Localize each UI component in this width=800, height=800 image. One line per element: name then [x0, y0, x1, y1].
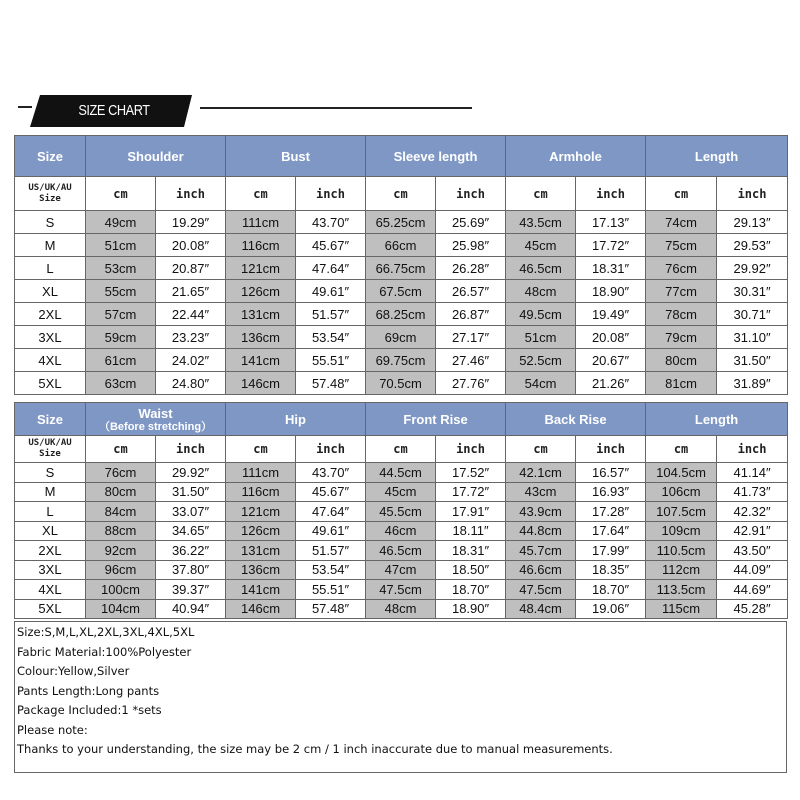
size-column-header: Size — [15, 403, 86, 436]
unit-inch: inch — [296, 436, 366, 463]
cm-value-cell: 66cm — [366, 234, 436, 257]
table-row — [15, 349, 788, 372]
size-system-label: US/UK/AU Size — [15, 436, 86, 463]
table-row — [15, 326, 788, 349]
inch-value-cell: 27.17″ — [436, 326, 506, 349]
top-size-table — [14, 135, 788, 395]
size-cell: L — [15, 257, 86, 280]
cm-value-cell: 76cm — [646, 257, 717, 280]
unit-inch: inch — [576, 177, 646, 211]
cm-value-cell: 44.5cm — [366, 463, 436, 483]
cm-value-cell: 63cm — [86, 372, 156, 395]
inch-value-cell: 23.23″ — [156, 326, 226, 349]
table-row — [15, 502, 788, 522]
pants-size-table — [14, 402, 788, 619]
cm-value-cell: 55cm — [86, 280, 156, 303]
note-accuracy: Thanks to your understanding, the size may be 2 cm / 1 inch inaccurate due to manual measurements. — [17, 742, 613, 756]
cm-value-cell: 111cm — [226, 211, 296, 234]
inch-value-cell: 30.71″ — [717, 303, 788, 326]
table-row — [15, 599, 788, 619]
cm-value-cell: 107.5cm — [646, 502, 717, 522]
cm-value-cell: 47cm — [366, 560, 436, 580]
cm-value-cell: 46cm — [366, 521, 436, 541]
size-cell: 5XL — [15, 372, 86, 395]
inch-value-cell: 18.11″ — [436, 521, 506, 541]
inch-value-cell: 18.50″ — [436, 560, 506, 580]
cm-value-cell: 59cm — [86, 326, 156, 349]
inch-value-cell: 17.72″ — [576, 234, 646, 257]
cm-value-cell: 104cm — [86, 599, 156, 619]
inch-value-cell: 29.92″ — [156, 463, 226, 483]
unit-cm: cm — [226, 177, 296, 211]
cm-value-cell: 53cm — [86, 257, 156, 280]
unit-inch: inch — [576, 436, 646, 463]
cm-value-cell: 67.5cm — [366, 280, 436, 303]
inch-value-cell: 17.64″ — [576, 521, 646, 541]
unit-inch: inch — [717, 436, 788, 463]
inch-value-cell: 57.48″ — [296, 599, 366, 619]
inch-value-cell: 47.64″ — [296, 502, 366, 522]
table-row — [15, 521, 788, 541]
cm-value-cell: 84cm — [86, 502, 156, 522]
unit-inch: inch — [156, 436, 226, 463]
inch-value-cell: 29.53″ — [717, 234, 788, 257]
inch-value-cell: 42.32″ — [717, 502, 788, 522]
inch-value-cell: 17.91″ — [436, 502, 506, 522]
inch-value-cell: 30.31″ — [717, 280, 788, 303]
inch-value-cell: 45.67″ — [296, 482, 366, 502]
unit-cm: cm — [86, 177, 156, 211]
cm-value-cell: 46.6cm — [506, 560, 576, 580]
cm-value-cell: 69cm — [366, 326, 436, 349]
cm-value-cell: 141cm — [226, 580, 296, 600]
cm-value-cell: 110.5cm — [646, 541, 717, 561]
inch-value-cell: 49.61″ — [296, 521, 366, 541]
cm-value-cell: 111cm — [226, 463, 296, 483]
table-group-header-row — [15, 136, 788, 177]
inch-value-cell: 18.70″ — [436, 580, 506, 600]
waist-header — [86, 403, 226, 436]
cm-value-cell: 100cm — [86, 580, 156, 600]
inch-value-cell: 21.26″ — [576, 372, 646, 395]
inch-value-cell: 24.80″ — [156, 372, 226, 395]
inch-value-cell: 18.35″ — [576, 560, 646, 580]
inch-value-cell: 17.99″ — [576, 541, 646, 561]
inch-value-cell: 18.31″ — [436, 541, 506, 561]
table-row — [15, 303, 788, 326]
cm-value-cell: 44.8cm — [506, 521, 576, 541]
cm-value-cell: 65.25cm — [366, 211, 436, 234]
cm-value-cell: 75cm — [646, 234, 717, 257]
inch-value-cell: 43.70″ — [296, 463, 366, 483]
note-fabric: Fabric Material:100%Polyester — [17, 644, 192, 659]
waist-header-label: Waist — [138, 405, 173, 421]
inch-value-cell: 17.52″ — [436, 463, 506, 483]
inch-value-cell: 27.46″ — [436, 349, 506, 372]
inch-value-cell: 55.51″ — [296, 580, 366, 600]
cm-value-cell: 112cm — [646, 560, 717, 580]
unit-inch: inch — [436, 436, 506, 463]
cm-value-cell: 66.75cm — [366, 257, 436, 280]
inch-value-cell: 29.92″ — [717, 257, 788, 280]
size-cell: 3XL — [15, 326, 86, 349]
note-pants-length: Pants Length:Long pants — [17, 683, 160, 698]
inch-value-cell: 44.69″ — [717, 580, 788, 600]
inch-value-cell: 49.61″ — [296, 280, 366, 303]
cm-value-cell: 49.5cm — [506, 303, 576, 326]
cm-value-cell: 49cm — [86, 211, 156, 234]
inch-value-cell: 41.14″ — [717, 463, 788, 483]
table-row — [15, 234, 788, 257]
size-cell: 3XL — [15, 560, 86, 580]
cm-value-cell: 146cm — [226, 372, 296, 395]
inch-value-cell: 19.06″ — [576, 599, 646, 619]
inch-value-cell: 24.02″ — [156, 349, 226, 372]
inch-value-cell: 31.50″ — [717, 349, 788, 372]
cm-value-cell: 146cm — [226, 599, 296, 619]
inch-value-cell: 17.28″ — [576, 502, 646, 522]
cm-value-cell: 48.4cm — [506, 599, 576, 619]
cm-value-cell: 74cm — [646, 211, 717, 234]
inch-value-cell: 16.57″ — [576, 463, 646, 483]
cm-value-cell: 131cm — [226, 303, 296, 326]
inch-value-cell: 19.29″ — [156, 211, 226, 234]
inch-value-cell: 20.08″ — [156, 234, 226, 257]
cm-value-cell: 48cm — [366, 599, 436, 619]
cm-value-cell: 78cm — [646, 303, 717, 326]
table-row — [15, 280, 788, 303]
inch-value-cell: 31.50″ — [156, 482, 226, 502]
table-row — [15, 560, 788, 580]
cm-value-cell: 45.7cm — [506, 541, 576, 561]
unit-cm: cm — [646, 436, 717, 463]
size-cell: S — [15, 463, 86, 483]
unit-cm: cm — [366, 436, 436, 463]
unit-inch: inch — [296, 177, 366, 211]
inch-value-cell: 20.08″ — [576, 326, 646, 349]
unit-inch: inch — [717, 177, 788, 211]
inch-value-cell: 47.64″ — [296, 257, 366, 280]
inch-value-cell: 45.67″ — [296, 234, 366, 257]
cm-value-cell: 68.25cm — [366, 303, 436, 326]
cm-value-cell: 116cm — [226, 482, 296, 502]
cm-value-cell: 80cm — [646, 349, 717, 372]
table-row — [15, 463, 788, 483]
inch-value-cell: 45.28″ — [717, 599, 788, 619]
inch-value-cell: 21.65″ — [156, 280, 226, 303]
inch-value-cell: 17.13″ — [576, 211, 646, 234]
cm-value-cell: 106cm — [646, 482, 717, 502]
cm-value-cell: 43.9cm — [506, 502, 576, 522]
cm-value-cell: 61cm — [86, 349, 156, 372]
size-cell: S — [15, 211, 86, 234]
cm-value-cell: 46.5cm — [506, 257, 576, 280]
inch-value-cell: 42.91″ — [717, 521, 788, 541]
size-cell: 2XL — [15, 303, 86, 326]
inch-value-cell: 31.10″ — [717, 326, 788, 349]
hip-header: Hip — [226, 403, 366, 436]
inch-value-cell: 26.28″ — [436, 257, 506, 280]
cm-value-cell: 51cm — [506, 326, 576, 349]
unit-cm: cm — [506, 436, 576, 463]
inch-value-cell: 17.72″ — [436, 482, 506, 502]
inch-value-cell: 19.49″ — [576, 303, 646, 326]
inch-value-cell: 51.57″ — [296, 541, 366, 561]
inch-value-cell: 43.70″ — [296, 211, 366, 234]
inch-value-cell: 18.31″ — [576, 257, 646, 280]
size-system-label: US/UK/AU Size — [15, 177, 86, 211]
inch-value-cell: 18.70″ — [576, 580, 646, 600]
length-header: Length — [646, 403, 788, 436]
inch-value-cell: 20.67″ — [576, 349, 646, 372]
cm-value-cell: 113.5cm — [646, 580, 717, 600]
cm-value-cell: 77cm — [646, 280, 717, 303]
table-row — [15, 482, 788, 502]
cm-value-cell: 45cm — [506, 234, 576, 257]
note-package: Package Included:1 *sets — [17, 703, 162, 717]
table-row — [15, 541, 788, 561]
cm-value-cell: 96cm — [86, 560, 156, 580]
size-cell: M — [15, 482, 86, 502]
cm-value-cell: 121cm — [226, 257, 296, 280]
inch-value-cell: 34.65″ — [156, 521, 226, 541]
cm-value-cell: 69.75cm — [366, 349, 436, 372]
cm-value-cell: 51cm — [86, 234, 156, 257]
cm-value-cell: 115cm — [646, 599, 717, 619]
cm-value-cell: 126cm — [226, 521, 296, 541]
cm-value-cell: 43cm — [506, 482, 576, 502]
inch-value-cell: 18.90″ — [576, 280, 646, 303]
inch-value-cell: 36.22″ — [156, 541, 226, 561]
cm-value-cell: 79cm — [646, 326, 717, 349]
size-column-header: Size — [15, 136, 86, 177]
inch-value-cell: 33.07″ — [156, 502, 226, 522]
cm-value-cell: 70.5cm — [366, 372, 436, 395]
armhole-header: Armhole — [506, 136, 646, 177]
inch-value-cell: 53.54″ — [296, 326, 366, 349]
inch-value-cell: 51.57″ — [296, 303, 366, 326]
unit-cm: cm — [226, 436, 296, 463]
inch-value-cell: 53.54″ — [296, 560, 366, 580]
bust-header: Bust — [226, 136, 366, 177]
cm-value-cell: 92cm — [86, 541, 156, 561]
table-row — [15, 372, 788, 395]
back-rise-header: Back Rise — [506, 403, 646, 436]
table-group-header-row — [15, 403, 788, 436]
inch-value-cell: 39.37″ — [156, 580, 226, 600]
table-row — [15, 211, 788, 234]
cm-value-cell: 45cm — [366, 482, 436, 502]
unit-cm: cm — [86, 436, 156, 463]
inch-value-cell: 43.50″ — [717, 541, 788, 561]
cm-value-cell: 104.5cm — [646, 463, 717, 483]
cm-value-cell: 47.5cm — [366, 580, 436, 600]
cm-value-cell: 121cm — [226, 502, 296, 522]
table-row — [15, 257, 788, 280]
inch-value-cell: 25.69″ — [436, 211, 506, 234]
cm-value-cell: 141cm — [226, 349, 296, 372]
inch-value-cell: 18.90″ — [436, 599, 506, 619]
size-chart-header — [0, 0, 800, 135]
cm-value-cell: 48cm — [506, 280, 576, 303]
front-rise-header: Front Rise — [366, 403, 506, 436]
inch-value-cell: 40.94″ — [156, 599, 226, 619]
cm-value-cell: 52.5cm — [506, 349, 576, 372]
table-unit-row — [15, 177, 788, 211]
size-cell: XL — [15, 280, 86, 303]
inch-value-cell: 25.98″ — [436, 234, 506, 257]
cm-value-cell: 76cm — [86, 463, 156, 483]
size-chart-title: SIZE CHART — [78, 102, 150, 119]
unit-cm: cm — [506, 177, 576, 211]
note-sizes: Size:S,M,L,XL,2XL,3XL,4XL,5XL — [17, 625, 195, 639]
note-colour: Colour:Yellow,Silver — [17, 664, 130, 678]
inch-value-cell: 31.89″ — [717, 372, 788, 395]
header-tick-line — [18, 106, 32, 108]
table-unit-row — [15, 436, 788, 463]
cm-value-cell: 43.5cm — [506, 211, 576, 234]
waist-header-sublabel: （Before stretching） — [98, 420, 213, 433]
unit-cm: cm — [366, 177, 436, 211]
length-header: Length — [646, 136, 788, 177]
inch-value-cell: 57.48″ — [296, 372, 366, 395]
inch-value-cell: 41.73″ — [717, 482, 788, 502]
cm-value-cell: 46.5cm — [366, 541, 436, 561]
product-notes — [14, 621, 787, 773]
inch-value-cell: 20.87″ — [156, 257, 226, 280]
cm-value-cell: 131cm — [226, 541, 296, 561]
cm-value-cell: 45.5cm — [366, 502, 436, 522]
inch-value-cell: 44.09″ — [717, 560, 788, 580]
cm-value-cell: 42.1cm — [506, 463, 576, 483]
inch-value-cell: 26.57″ — [436, 280, 506, 303]
size-cell: XL — [15, 521, 86, 541]
size-cell: 5XL — [15, 599, 86, 619]
unit-inch: inch — [436, 177, 506, 211]
cm-value-cell: 109cm — [646, 521, 717, 541]
header-rule-line — [200, 107, 472, 109]
cm-value-cell: 54cm — [506, 372, 576, 395]
cm-value-cell: 47.5cm — [506, 580, 576, 600]
inch-value-cell: 55.51″ — [296, 349, 366, 372]
cm-value-cell: 81cm — [646, 372, 717, 395]
cm-value-cell: 80cm — [86, 482, 156, 502]
unit-cm: cm — [646, 177, 717, 211]
inch-value-cell: 27.76″ — [436, 372, 506, 395]
table-row — [15, 580, 788, 600]
cm-value-cell: 116cm — [226, 234, 296, 257]
cm-value-cell: 136cm — [226, 326, 296, 349]
unit-inch: inch — [156, 177, 226, 211]
size-cell: 2XL — [15, 541, 86, 561]
shoulder-header: Shoulder — [86, 136, 226, 177]
cm-value-cell: 126cm — [226, 280, 296, 303]
note-please-note: Please note: — [17, 722, 88, 737]
inch-value-cell: 37.80″ — [156, 560, 226, 580]
cm-value-cell: 88cm — [86, 521, 156, 541]
sleeve-length-header: Sleeve length — [366, 136, 506, 177]
inch-value-cell: 26.87″ — [436, 303, 506, 326]
size-cell: M — [15, 234, 86, 257]
inch-value-cell: 16.93″ — [576, 482, 646, 502]
cm-value-cell: 57cm — [86, 303, 156, 326]
size-cell: 4XL — [15, 349, 86, 372]
inch-value-cell: 29.13″ — [717, 211, 788, 234]
inch-value-cell: 22.44″ — [156, 303, 226, 326]
cm-value-cell: 136cm — [226, 560, 296, 580]
size-cell: 4XL — [15, 580, 86, 600]
size-cell: L — [15, 502, 86, 522]
